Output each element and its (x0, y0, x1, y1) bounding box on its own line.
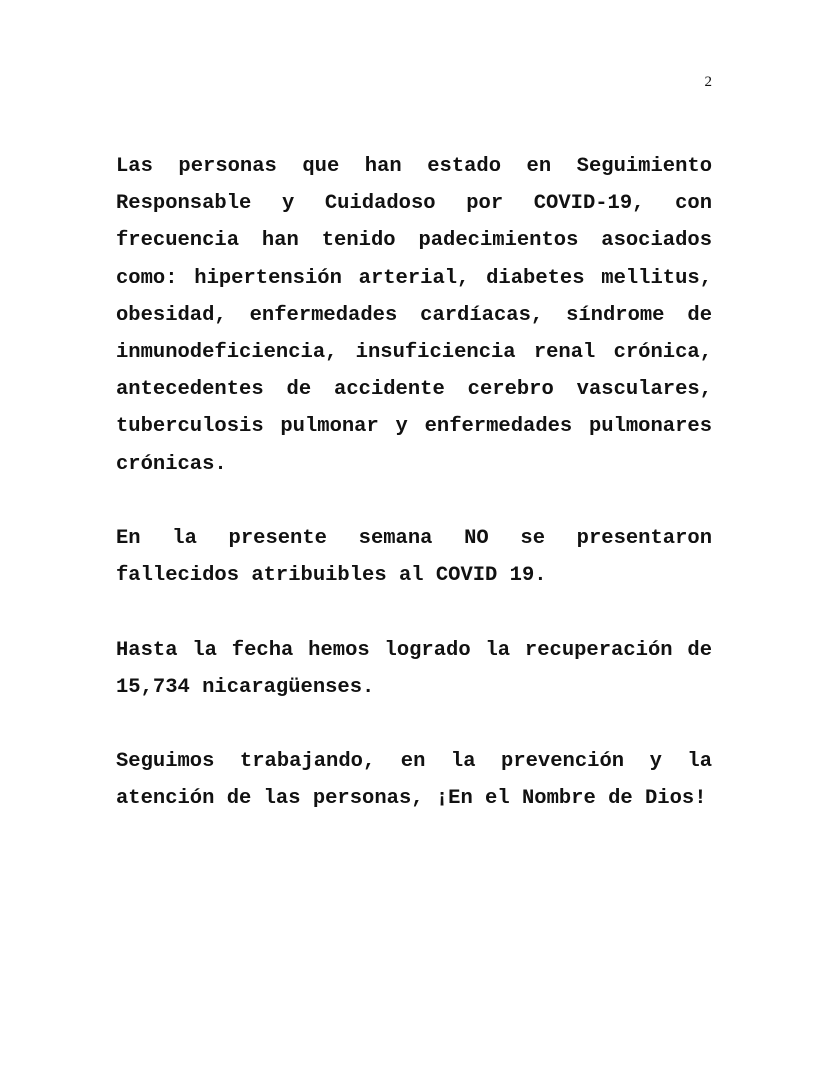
document-body (116, 148, 712, 818)
paragraph-closing: Seguimos trabajando, en la prevención y la atención de las personas, ¡En el Nombre de Dios! (116, 750, 712, 811)
page-number: 2 (704, 74, 712, 90)
paragraph-comorbidities: Las personas que han estado en Seguimiento Responsable y Cuidadoso por COVID-19, con frecuencia han tenido padecimientos asociados como: hipertensión arterial, diabetes mellitus, obesidad, enfermedades cardíacas, síndrome de inmunodeficiencia, insuficiencia renal crónica, antecedentes de accidente cerebro vasculares, tuberculosis pulmonar y enfermedades pulmonares crónicas. (116, 155, 712, 476)
paragraph-deaths: En la presente semana NO se presentaron fallecidos atribuibles al COVID 19. (116, 527, 712, 588)
paragraph-recoveries: Hasta la fecha hemos logrado la recuperación de 15,734 nicaragüenses. (116, 638, 712, 699)
